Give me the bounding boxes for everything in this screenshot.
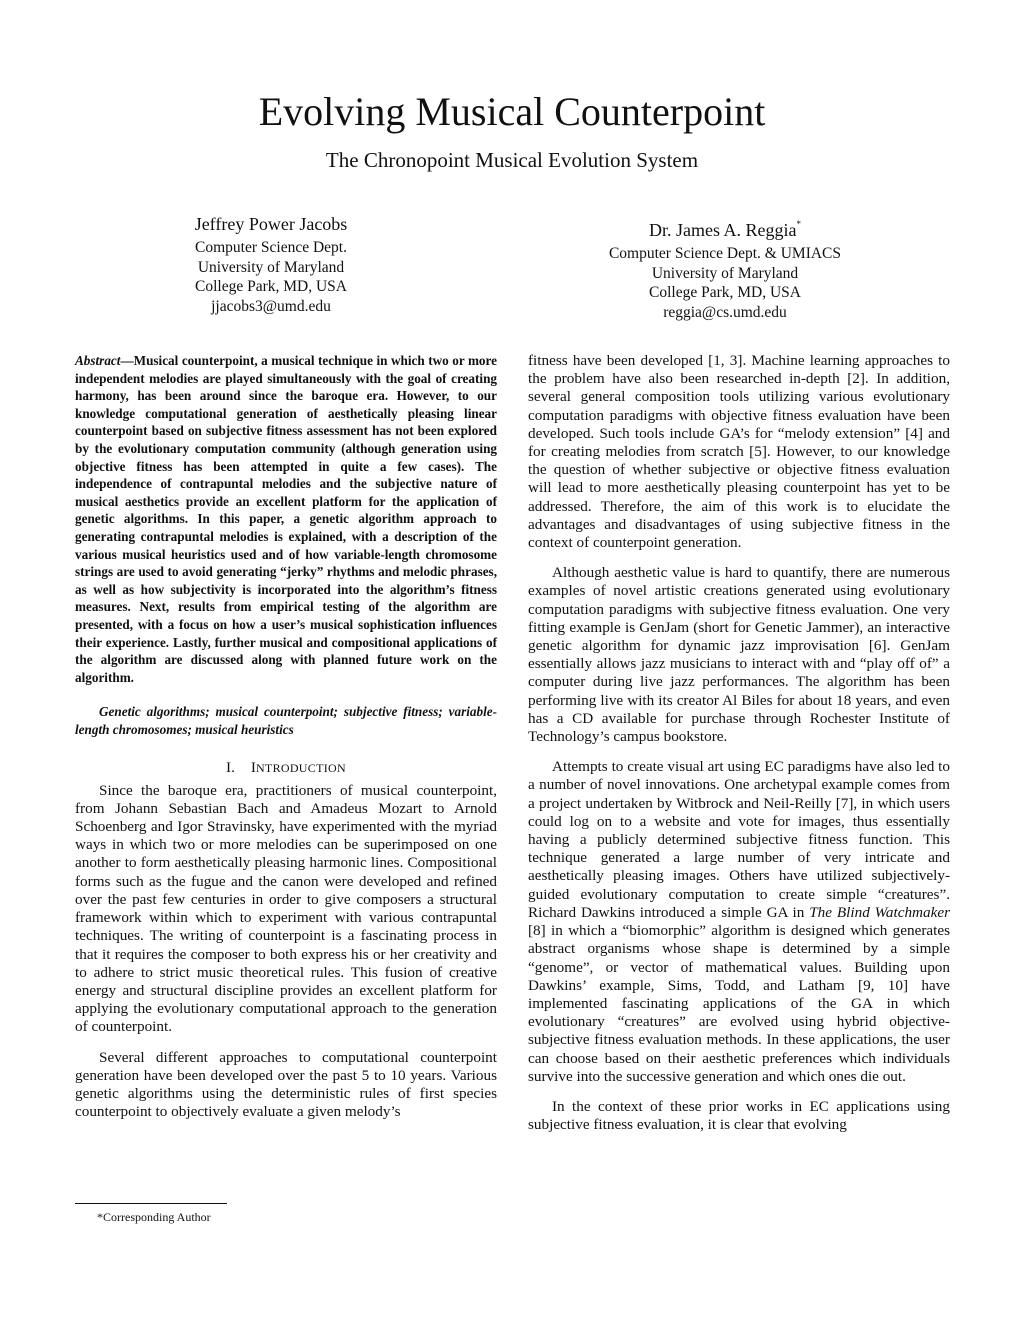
abstract-label: Abstract <box>75 353 121 368</box>
corresponding-marker: * <box>796 219 801 229</box>
footnote: *Corresponding Author <box>97 1210 211 1224</box>
paper-subtitle: The Chronopoint Musical Evolution System <box>325 148 699 172</box>
abstract <box>75 352 497 686</box>
author-dept: Computer Science Dept. <box>195 239 347 256</box>
body-paragraph: Although aesthetic value is hard to quantify, there are numerous examples of novel artistic creations generated using evolutionary computation paradigms with subjective fitness evaluation. One very fitting example is GenJam (short for Genetic Jammer), an interactive genetic algorithm for dynamic jazz improvisation [6]. GenJam essentially allows jazz musicians to interact with and “play off of” a computer during live jazz performances. The algorithm has been performing live with its creator Al Biles for about 18 years, and even has a CD available for purchase through Rochester Institute of Technology’s campus bookstore. <box>528 564 950 746</box>
body-paragraph: Since the baroque era, practitioners of musical counterpoint, from Johann Sebastian Bach and Amadeus Mozart to Arnold Schoenberg and Igor Stravinsky, have experimented with the myriad ways in which two or more melodies can be superimposed on one another to form aesthetically pleasing harmonic lines. Compositional forms such as the fugue and the canon were developed and refined over the past few centuries in order to give composers a structural framework within which to experiment with various contrapuntal techniques. The writing of counterpoint is a fascinating process in that it requires the composer to both express his or her creativity and to adhere to strict music theoretical rules. This fusion of creative energy and structural discipline provides an excellent platform for applying the evolutionary computational approach to the generation of counterpoint. <box>75 781 497 1036</box>
author-email: jjacobs3@umd.edu <box>211 297 331 315</box>
author-block-2 <box>555 212 895 322</box>
body-paragraph: Several different approaches to computational counterpoint generation have been developed over the past 5 to 10 years. Various genetic algorithms using the deterministic rules of first species counterpoint to objectively evaluate a given melody’s <box>75 1048 497 1121</box>
author-block-1 <box>101 212 441 316</box>
book-title: The Blind Watchmaker <box>809 903 951 921</box>
paper-title: Evolving Musical Counterpoint <box>258 89 766 134</box>
index-terms: Genetic algorithms; musical counterpoint; subjective fitness; variable-length chromosomes; musical heuristics <box>75 704 497 737</box>
author-university: University of Maryland <box>651 264 799 282</box>
left-column <box>75 352 497 1121</box>
author-location: College Park, MD, USA <box>195 278 347 295</box>
footnote-divider <box>75 1203 227 1204</box>
author-name: Dr. James A. Reggia* <box>649 219 801 240</box>
body-paragraph: fitness have been developed [1, 3]. Machine learning approaches to the problem have also been researched in-depth [2]. In addition, several general composition tools utilizing various evolutionary computation paradigms with objective fitness evaluation have been developed. Such tools include GA’s for “melody extension” [4] and for creating melodies from scratch [5]. However, to our knowledge the question of whether subjective or objective fitness evaluation will lead to more aesthetically pleasing counterpoint has yet to be addressed. Therefore, the aim of this work is to elucidate the advantages and disadvantages of using subjective fitness in the context of counterpoint generation. <box>528 352 950 552</box>
right-column <box>528 352 950 1134</box>
author-dept: Computer Science Dept. & UMIACS <box>608 245 842 262</box>
author-email: reggia@cs.umd.edu <box>663 303 787 321</box>
author-location: College Park, MD, USA <box>649 284 801 301</box>
body-paragraph: Attempts to create visual art using EC paradigms have also led to a number of novel innovations. One archetypal example comes from a project undertaken by Witbrock and Neil-Reilly [7], in which users could log on to a website and vote for images, thus essentially having a publicly determined subjective fitness function. This technique generated a large number of very intricate and aesthetically pleasing images. Others have utilized subjectively-guided evolutionary computation to create simple “creatures”. Richard Dawkins introduced a simple GA in The Blind Watchmaker [8] in which a “biomorphic” algorithm is designed which generates abstract organisms whose shape is determined by a simple “genome”, or vector of mathematical values. Building upon Dawkins’ example, Sims, Todd, and Latham [9, 10] have implemented fascinating applications of the GA in which evolutionary “creatures” are evolved using hybrid objective-subjective fitness evaluation methods. In these applications, the user can choose based on their aesthetic preferences which individuals survive into the successive generation and which ones die out. <box>528 758 951 1085</box>
author-university: University of Maryland <box>197 258 345 276</box>
section-heading-introduction: I. INTRODUCTION <box>226 759 346 777</box>
body-paragraph: In the context of these prior works in EC applications using subjective fitness evaluation, it is clear that evolving <box>528 1097 950 1134</box>
author-name: Jeffrey Power Jacobs <box>194 214 348 234</box>
abstract-text: —Musical counterpoint, a musical technique in which two or more independent melodies are played simultaneously with the goal of creating harmony, has been around since the baroque era. However, to our knowledge computational generation of aesthetically pleasing linear counterpoint based on subjective fitness assessment has not been explored by the evolutionary computation community (although generation using objective fitness has been attempted in quite a few cases). The independence of contrapuntal melodies and the subjective nature of musical aesthetics provide an excellent platform for the application of genetic algorithms. In this paper, a genetic algorithm approach to generating contrapuntal melodies is explained, with a description of the various musical heuristics used and of how variable-length chromosome strings are used to avoid generating “jerky” rhythms and melodic phrases, as well as how subjectivity is incorporated into the algorithm’s fitness measures. Next, results from empirical testing of the algorithm are presented, with a focus on how a user’s musical sophistication influences their experience. Lastly, further musical and compositional applications of the algorithm are discussed along with planned future work on the algorithm. <box>75 353 497 685</box>
